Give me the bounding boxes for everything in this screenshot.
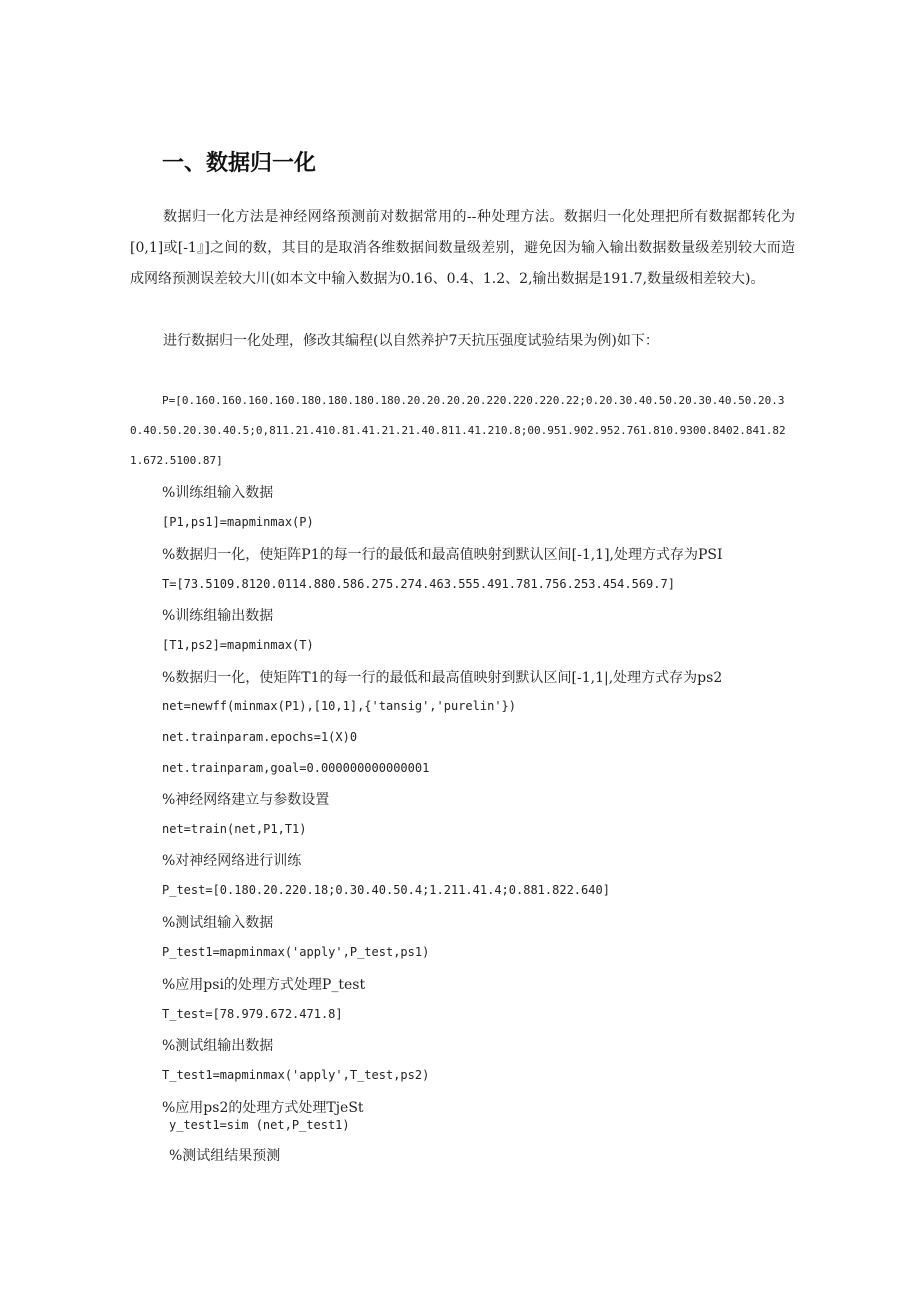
code-line: P_test=[0.180.20.220.18;0.30.40.50.4;1.211.41.4;0.881.822.640] [162, 883, 610, 897]
code-line: P_test1=mapminmax('apply',P_test,ps1) [162, 945, 430, 959]
code-line: net=newff(minmax(P1),[10,1],{'tansig','purelin'}) [162, 699, 517, 713]
code-line: T=[73.5109.8120.0114.880.586.275.274.463.555.491.781.756.253.454.569.7] [162, 577, 675, 591]
code-line: y_test1=sim (net,P_test1) [169, 1118, 350, 1132]
code-line: %测试组输出数据 [162, 1038, 274, 1054]
code-line: net.trainparam,goal=0.000000000000001 [162, 761, 430, 775]
code-line: T_test1=mapminmax('apply',T_test,ps2) [162, 1068, 430, 1082]
code-line: %训练组输出数据 [162, 608, 274, 624]
code-line: T_test=[78.979.672.471.8] [162, 1007, 343, 1021]
code-line: %数据归一化，使矩阵P1的每一行的最低和最高值映射到默认区间[-1,1],处理方式存为PSI [162, 547, 723, 563]
code-line: [T1,ps2]=mapminmax(T) [162, 638, 314, 652]
code-line: %对神经网络进行训练 [162, 853, 302, 869]
code-matrix-p: P=[0.160.160.160.160.180.180.180.180.20.20.20.20.220.220.220.22;0.20.30.40.50.20.30.40.50.20.30.40.50.20.30.40.5;0,811.21.410.81.41.21.21.40.811.41.210.8;00.951.902.952.761.810.9300.8402.841.821.672.5100.87] [130, 394, 786, 467]
section-heading: 一、数据归一化 [162, 151, 317, 176]
code-line: net=train(net,P1,T1) [162, 822, 307, 836]
code-line: %数据归一化，使矩阵T1的每一行的最低和最高值映射到默认区间[-1,1|,处理方式存为ps2 [162, 670, 723, 686]
code-line: %应用psi的处理方式处理P_test [162, 977, 366, 993]
code-line: %测试组输入数据 [162, 915, 274, 931]
paragraph-procedure: 进行数据归一化处理，修改其编程(以自然养护7天抗压强度试验结果为例)如下： [163, 333, 659, 349]
code-line: %神经网络建立与参数设置 [162, 792, 330, 808]
code-line: net.trainparam.epochs=1(X)0 [162, 730, 358, 744]
code-line: %训练组输入数据 [162, 485, 274, 501]
code-line: %测试组结果预测 [169, 1148, 281, 1164]
paragraph-intro: 数据归一化方法是神经网络预测前对数据常用的--种处理方法。数据归一化处理把所有数据都转化为[0,1]或[-1』]之间的数，其目的是取消各维数据间数量级差别，避免因为输入输出数据数量级差别较大而造成网络预测误差较大川(如本文中输入数据为0.16、0.4、1.2、2,输出数据是191.7,数量级相差较大)。 [130, 209, 795, 287]
code-line: [P1,ps1]=mapminmax(P) [162, 515, 314, 529]
code-line: %应用ps2的处理方式处理TjeSt [162, 1100, 364, 1116]
